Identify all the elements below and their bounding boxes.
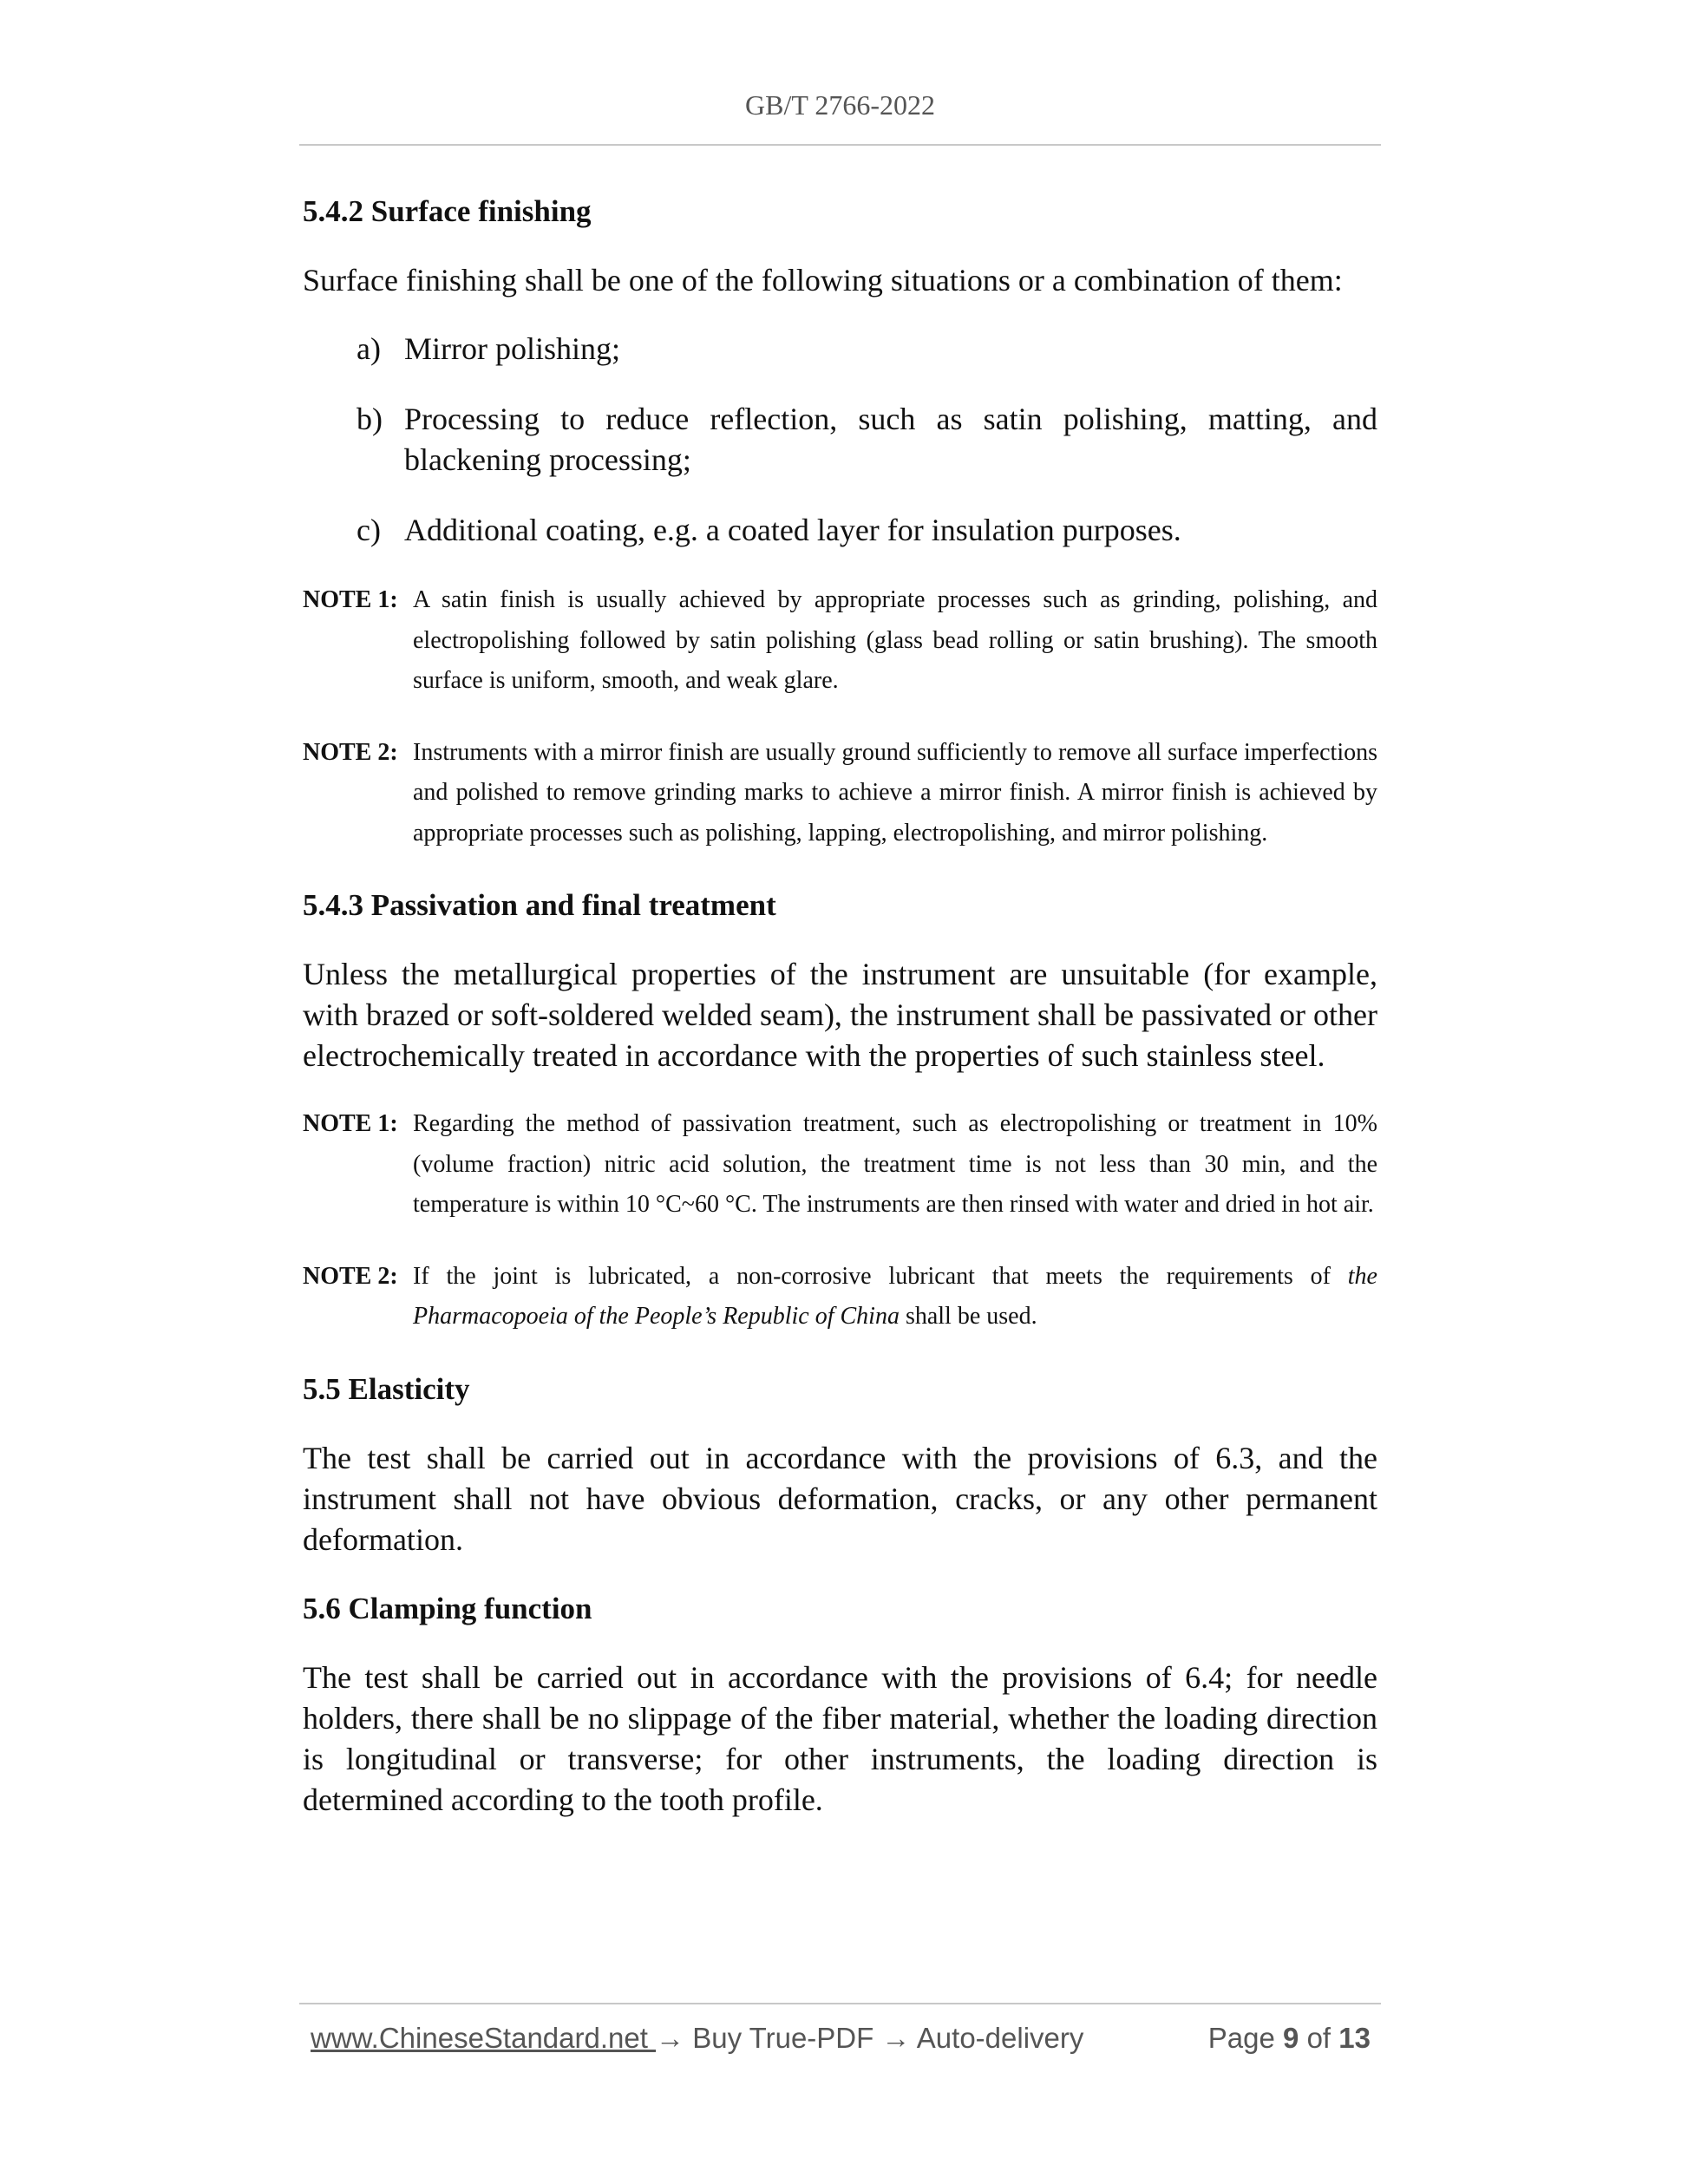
list-item	[303, 329, 1377, 369]
note-text: Instruments with a mirror finish are usually ground sufficiently to remove all surface imperfections and polished to remove grinding marks to achieve a mirror finish. A mirror finish is achieved by appropriate processes such as polishing, lapping, electropolishing, and mirror polishing.	[413, 738, 1377, 847]
note	[303, 1104, 1377, 1226]
note-text-before: If the joint is lubricated, a non-corrosive lubricant that meets the requirements of	[413, 1262, 1348, 1290]
chinesestandard-link[interactable]: www.ChineseStandard.net	[311, 2022, 657, 2054]
list-item-text: Mirror polishing;	[404, 331, 620, 366]
note-label: NOTE 1:	[303, 586, 398, 613]
list-item	[303, 399, 1377, 481]
note	[303, 580, 1377, 702]
section-5-4-2-intro: Surface finishing shall be one of the following situations or a combination of them:	[303, 263, 1343, 298]
note	[303, 1257, 1377, 1337]
note	[303, 733, 1377, 854]
list-marker: a)	[357, 331, 381, 366]
section-5-4-3-body: Unless the metallurgical properties of the instrument are unsuitable (for example, with brazed or soft-soldered welded seam), the instrument shall be passivated or other electrochemically treated in accordance with the properties of such stainless steel.	[303, 957, 1377, 1073]
note-label: NOTE 1:	[303, 1110, 398, 1137]
of-word: of	[1306, 2022, 1331, 2054]
page-current: 9	[1283, 2022, 1299, 2054]
section-heading-5-6: 5.6 Clamping function	[303, 1591, 592, 1625]
page-total: 13	[1338, 2022, 1371, 2054]
list-marker: c)	[357, 513, 381, 547]
header-rule	[299, 144, 1381, 146]
page-header: GB/T 2766-2022	[745, 89, 935, 121]
footer-promo	[311, 2022, 1083, 2055]
section-heading-5-4-3: 5.4.3 Passivation and final treatment	[303, 888, 776, 922]
document-body	[303, 191, 1377, 1848]
page-word: Page	[1207, 2022, 1275, 2054]
note-text-after: shall be used.	[899, 1303, 1037, 1330]
list-marker: b)	[357, 402, 383, 436]
list-item-text: Processing to reduce reflection, such as satin polishing, matting, and blackening processing;	[404, 402, 1377, 477]
page-indicator	[1208, 2022, 1371, 2055]
section-5-5-body: The test shall be carried out in accordance with the provisions of 6.3, and the instrument shall not have obvious deformation, cracks, or any other permanent deformation.	[303, 1440, 1377, 1557]
note-label: NOTE 2:	[303, 738, 398, 766]
note-label: NOTE 2:	[303, 1262, 398, 1290]
list-item	[303, 510, 1377, 551]
list-item-text: Additional coating, e.g. a coated layer for insulation purposes.	[404, 513, 1181, 547]
pharmacopoeia-title: the Pharmacopoeia of the People’s Republic of China	[413, 1262, 1377, 1330]
surface-finishing-list	[303, 329, 1377, 551]
section-5-6-body: The test shall be carried out in accordance with the provisions of 6.4; for needle holders, there shall be no slippage of the fiber material, whether the loading direction is longitudinal or transverse; for other instruments, the loading direction is determined according to the tooth profile.	[303, 1659, 1377, 1817]
note-text: A satin finish is usually achieved by appropriate processes such as grinding, polishing, and electropolishing followed by satin polishing (glass bead rolling or satin brushing). The smooth surface is uniform, smooth, and weak glare.	[413, 586, 1377, 694]
footer-tagline: → Buy True-PDF → Auto-delivery	[656, 2022, 1084, 2054]
section-heading-5-5: 5.5 Elasticity	[303, 1371, 470, 1406]
section-heading-5-4-2: 5.4.2 Surface finishing	[303, 194, 592, 228]
note-text: Regarding the method of passivation treatment, such as electropolishing or treatment in 10% (volume fraction) nitric acid solution, the treatment time is not less than 30 min, and the temperature is within 10 °C~60 °C. The instruments are then rinsed with water and dried in hot air.	[413, 1110, 1377, 1218]
footer-rule	[299, 2003, 1381, 2004]
